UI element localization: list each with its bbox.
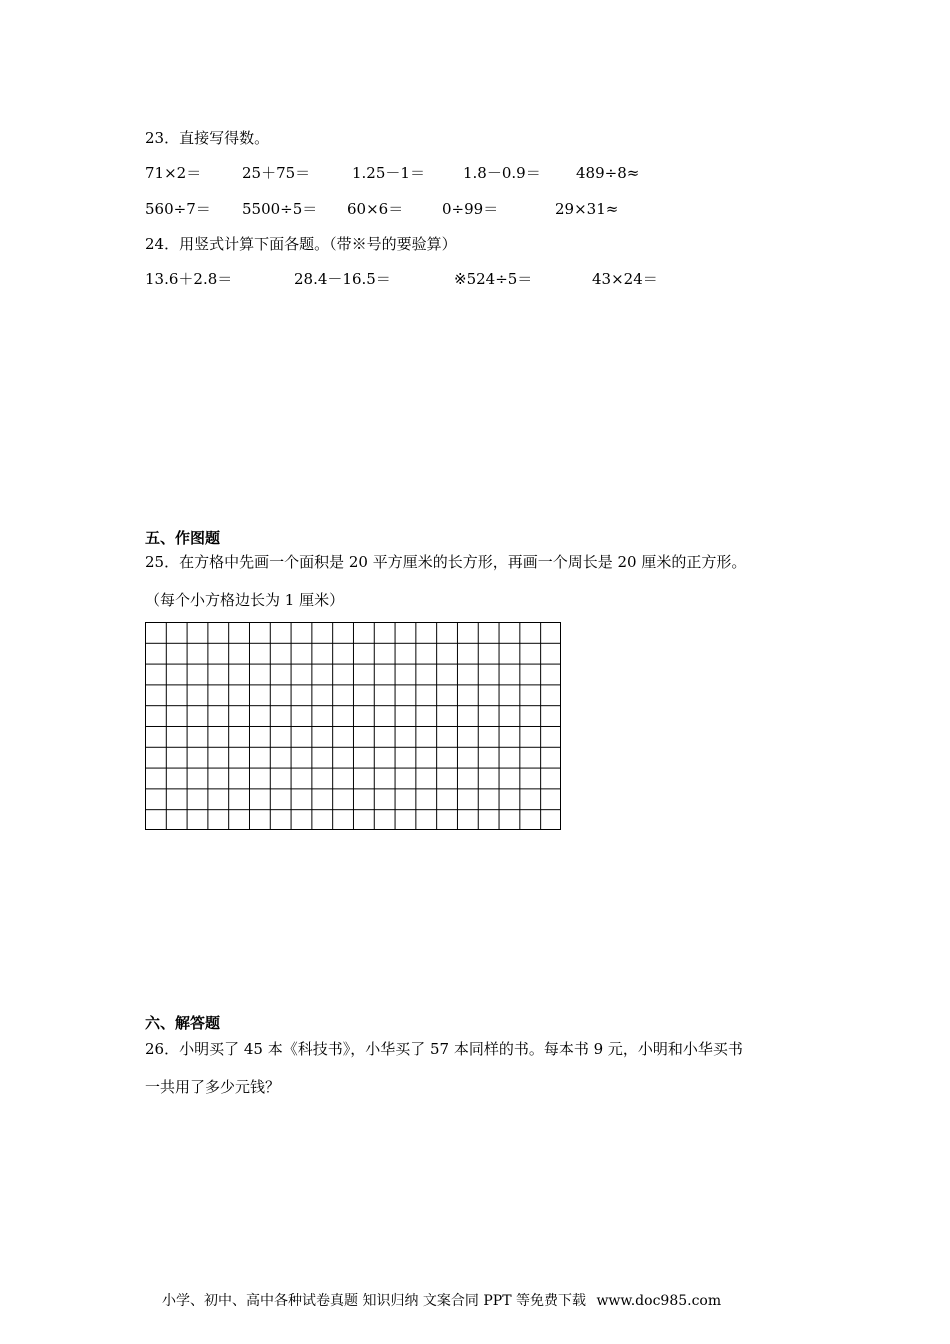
q23-item: 5500÷5＝: [242, 200, 318, 218]
q23-item: 0÷99＝: [442, 200, 499, 218]
q26-text-line1: 26．小明买了 45 本《科技书》，小华买了 57 本同样的书。每本书 9 元，小明和小华买书: [145, 1040, 743, 1058]
q26-text-line2: 一共用了多少元钱？: [145, 1078, 281, 1096]
q24-item: 28.4－16.5＝: [294, 270, 391, 288]
q23-item: 60×6＝: [347, 200, 404, 218]
q25-text-line1: 25．在方格中先画一个面积是 20 平方厘米的长方形，再画一个周长是 20 厘米的正方形。: [145, 553, 747, 571]
drawing-grid[interactable]: [145, 622, 561, 830]
section5-heading: 五、作图题: [145, 529, 221, 547]
q23-item: 489÷8≈: [576, 164, 640, 182]
q24-item: 43×24＝: [592, 270, 658, 288]
q23-item: 71×2＝: [145, 164, 202, 182]
q23-title: 23．直接写得数。: [145, 129, 270, 147]
q24-item: 13.6＋2.8＝: [145, 270, 233, 288]
q23-item: 29×31≈: [555, 200, 619, 218]
q23-item: 560÷7＝: [145, 200, 211, 218]
q24-title: 24．用竖式计算下面各题。（带※号的要验算）: [145, 235, 457, 253]
footer: [162, 1291, 727, 1311]
footer-text: 小学、初中、高中各种试卷真题 知识归纳 文案合同 PPT 等免费下载: [162, 1293, 586, 1309]
section6-heading: 六、解答题: [145, 1014, 221, 1032]
q24-item: ※524÷5＝: [454, 270, 533, 288]
footer-url[interactable]: www.doc985.com: [596, 1293, 722, 1309]
q23-item: 1.8－0.9＝: [463, 164, 541, 182]
q23-item: 25＋75＝: [242, 164, 311, 182]
q25-text-line2: （每个小方格边长为 1 厘米）: [145, 591, 345, 609]
q23-item: 1.25－1＝: [352, 164, 425, 182]
